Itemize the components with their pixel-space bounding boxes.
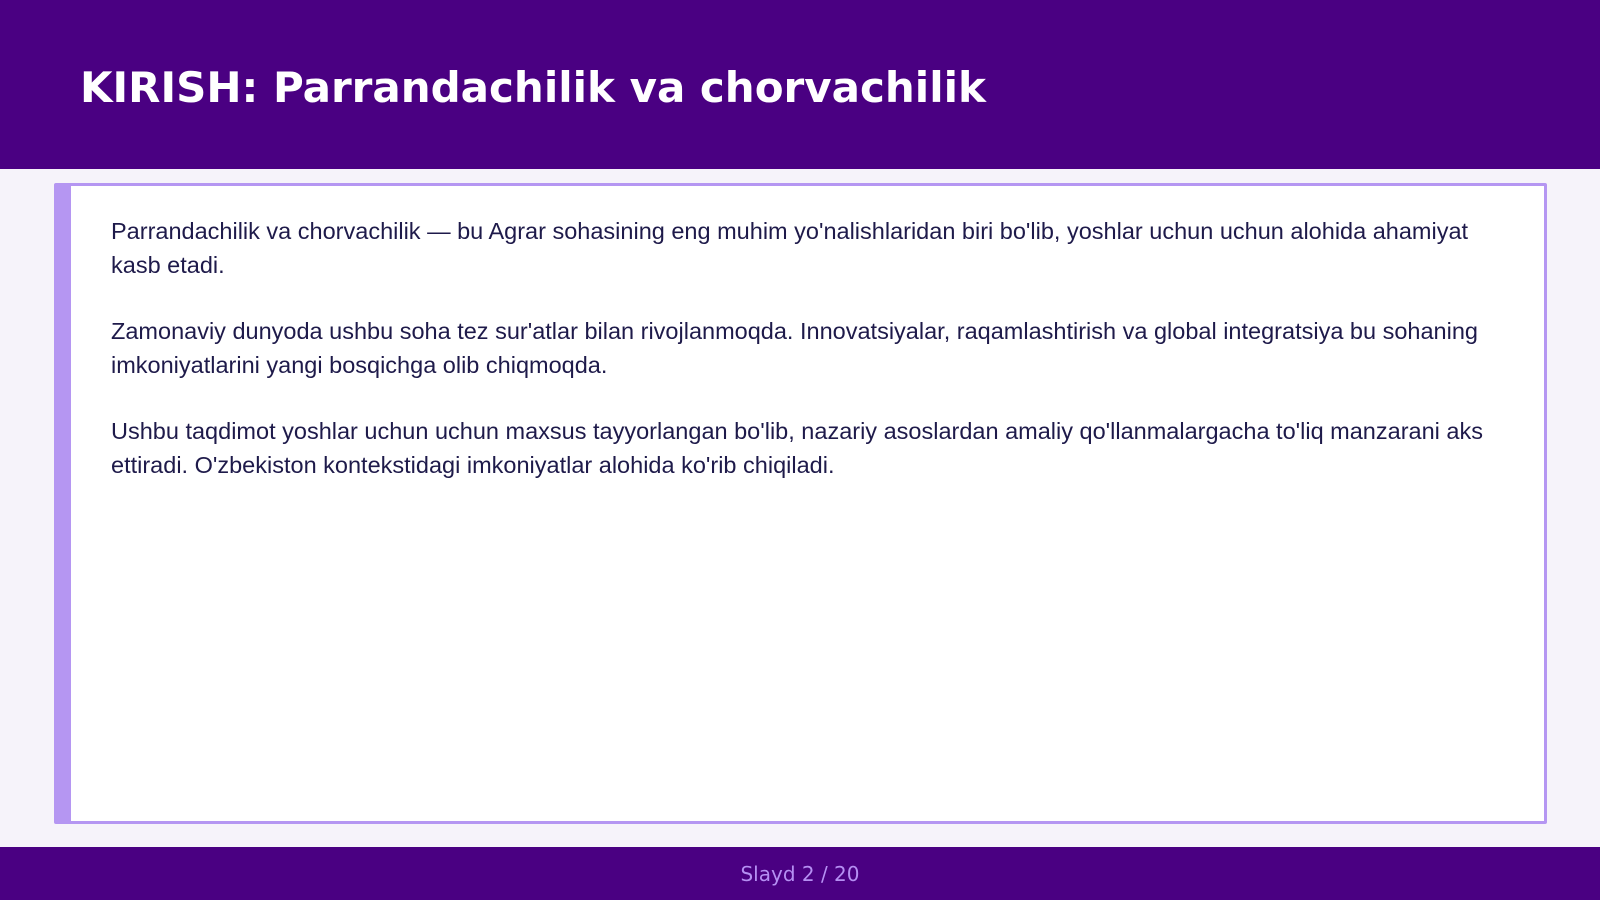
slide-footer <box>0 847 1600 900</box>
slide-title: KIRISH: Parrandachilik va chorvachilik <box>80 63 986 112</box>
intro-paragraph-3: Ushbu taqdimot yoshlar uchun uchun maxsus tayyorlangan bo'lib, nazariy asoslardan amaliy qo'llanmalargacha to'liq manzarani aks ettiradi. O'zbekiston kontekstidagi imkoniyatlar alohida ko'rib chiqiladi. <box>111 418 1483 478</box>
slide-counter: Slayd 2 / 20 <box>740 862 860 886</box>
intro-paragraph-2: Zamonaviy dunyoda ushbu soha tez sur'atlar bilan rivojlanmoqda. Innovatsiyalar, raqamlashtirish va global integratsiya bu sohaning imkoniyatlarini yangi bosqichga olib chiqmoqda. <box>111 318 1478 378</box>
intro-paragraph-1: Parrandachilik va chorvachilik — bu Agrar sohasining eng muhim yo'nalishlaridan biri bo'lib, yoshlar uchun uchun alohida ahamiyat kasb etadi. <box>111 218 1469 278</box>
slide-header <box>0 0 1600 169</box>
content-body <box>111 214 1491 514</box>
content-card <box>54 183 1547 824</box>
